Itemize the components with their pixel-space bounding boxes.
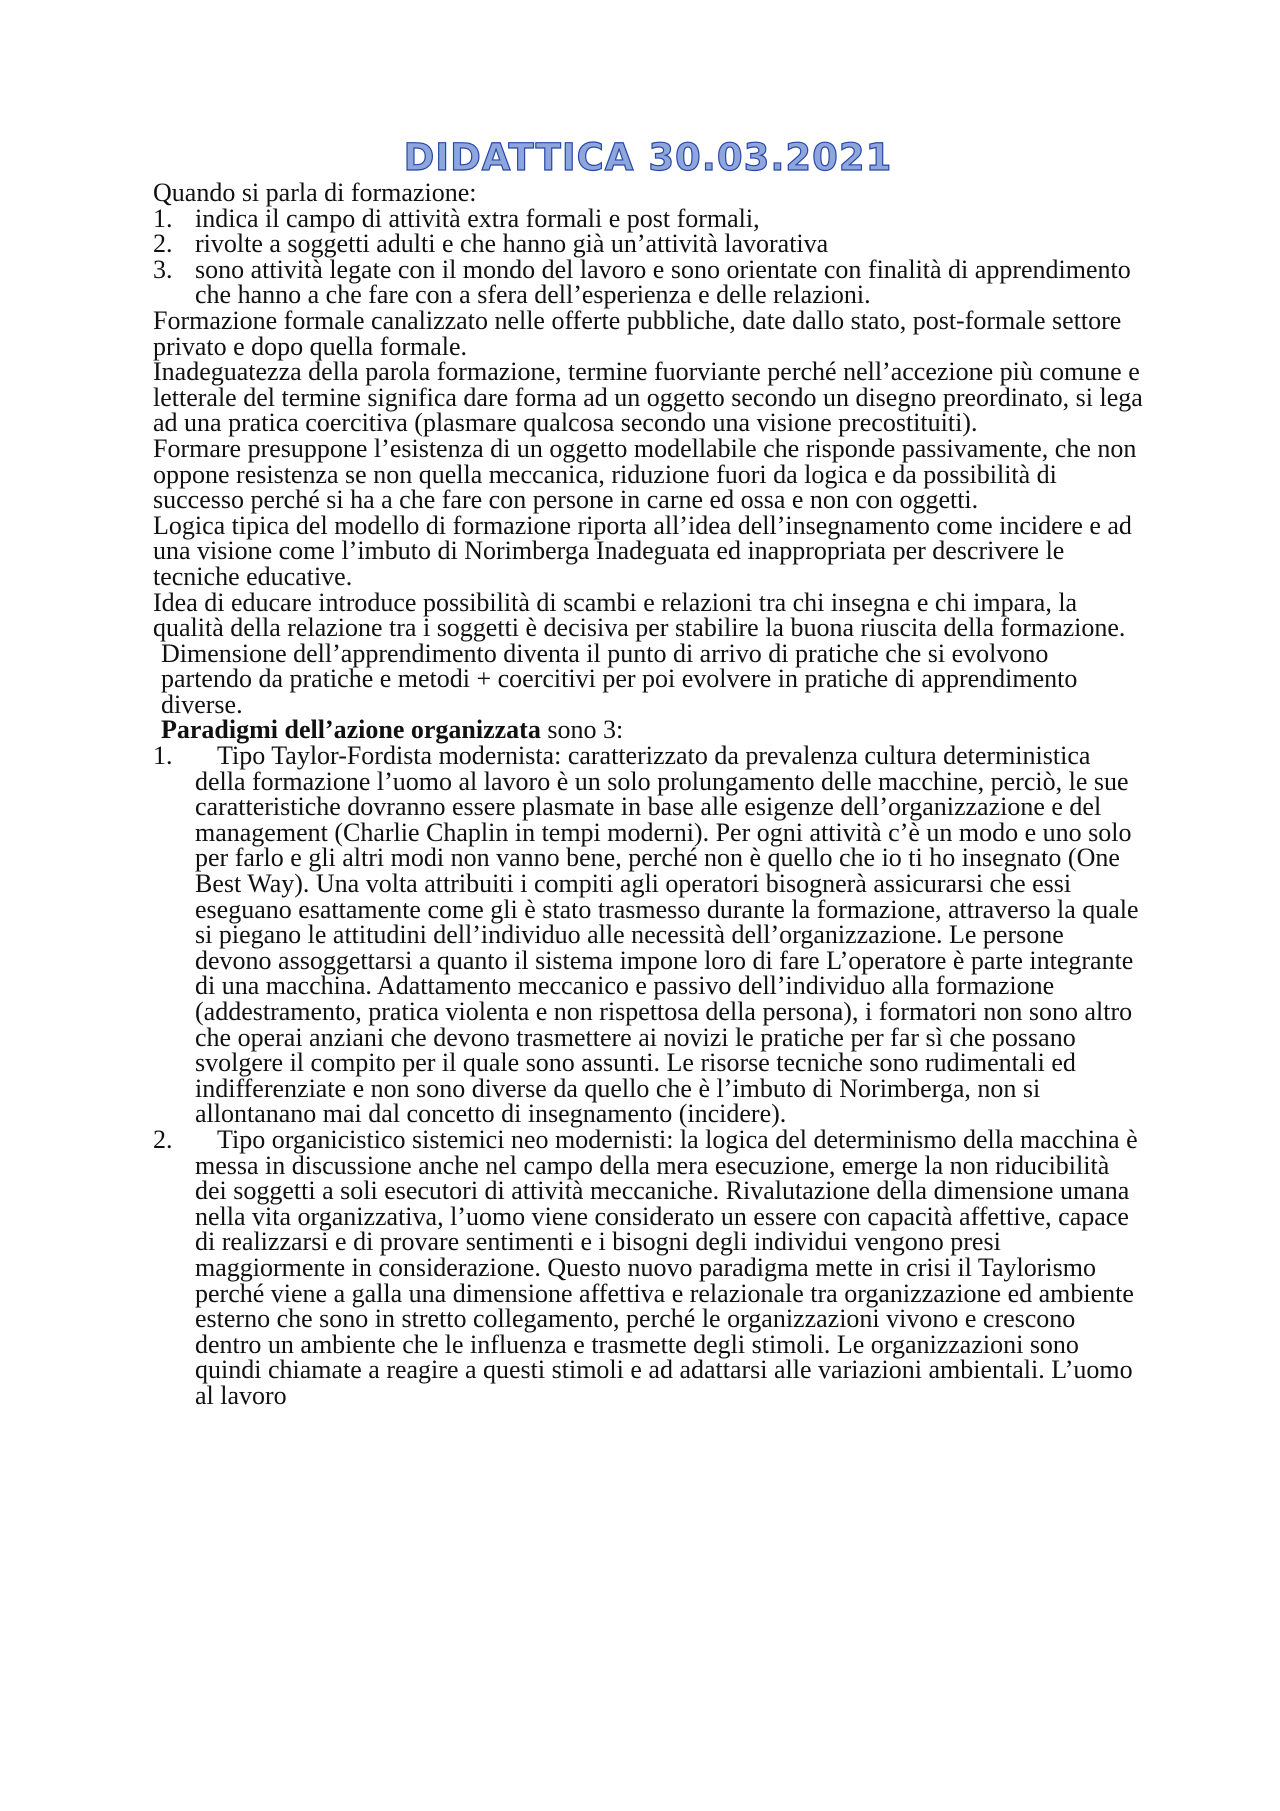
paragraph-logic: Logica tipica del modello di formazione riporta all’idea dell’insegnamento come incidere e ad una visione come l’imbuto di Norimberga Inadeguata ed inappropriata per descrivere le tecniche educative.: [153, 510, 1132, 591]
list-item: [153, 231, 1143, 257]
list-item: [153, 1124, 1143, 1410]
paragraph-forming: Formare presuppone l’esistenza di un oggetto modellabile che risponde passivamente, che non oppone resistenza se non quella meccanica, riduzione fuori da logica e da possibilità di successo perché si ha a che fare con persone in carne ed ossa e non con oggetti.: [153, 433, 1137, 515]
paragraph-educate: Idea di educare introduce possibilità di scambi e relazioni tra chi insegna e chi impara, la qualità della relazione tra i soggetti è decisiva per stabilire la buona riuscita della formazione.: [153, 587, 1126, 643]
list-item-number: 2.: [153, 1124, 173, 1154]
list-item-number: 3.: [153, 254, 173, 284]
list-item-number: 1.: [153, 741, 173, 771]
list-item-text: indica il campo di attività extra formali e post formali,: [195, 203, 760, 233]
paradigms-heading: [153, 717, 1143, 743]
list-item-text: Tipo organicistico sistemici neo modernisti: la logica del determinismo della macchina è messa in discussione anche nel campo della mera esecuzione, emerge la non riducibilità dei soggetti a soli esecutori di attività meccaniche. Rivalutazione della dimensione umana nella vita organizzativa, l’uomo viene considerato un essere con capacità affettive, capace di realizzarsi e di provare sentimenti e i bisogni degli individui vengono presi maggiormente in considerazione. Questo nuovo paradigma mette in crisi il Taylorismo perché viene a galla una dimensione affettiva e relazionale tra organizzazione ed ambiente esterno che sono in stretto collegamento, perché le organizzazioni vivono e crescono dentro un ambiente che le influenza e trasmette degli stimoli. Le organizzazioni sono quindi chiamate a reagire a questi stimoli e ad adattarsi alle variazioni ambientali. L’uomo al lavoro: [195, 1124, 1138, 1410]
paragraph-learning: Dimensione dell’apprendimento diventa il punto di arrivo di pratiche che si evolvono partendo da pratiche e metodi + coercitivi per poi evolvere in pratiche di apprendimento diverse.: [161, 638, 1078, 719]
paradigms-heading-bold: Paradigmi dell’azione organizzata: [161, 715, 541, 745]
paradigms-heading-rest: sono 3:: [540, 715, 624, 745]
list-item: [153, 203, 1143, 233]
document-title: DIDATTICA 30.03.2021: [403, 136, 893, 179]
list-item: [153, 254, 1143, 310]
paragraph-formal-formation: Formazione formale canalizzato nelle offerte pubbliche, date dallo stato, post-formale settore privato e dopo quella formale.: [153, 305, 1122, 361]
intro-line: Quando si parla di formazione:: [153, 178, 477, 207]
list-item-text: Tipo Taylor-Fordista modernista: caratterizzato da prevalenza cultura deterministica della formazione l’uomo al lavoro è un solo prolungamento delle macchine, perciò, le sue caratteristiche dovranno essere plasmate in base alle esigenze dell’organizzazione e del management (Charlie Chaplin in tempi moderni). Per ogni attività c’è un modo e uno solo per farlo e gli altri modi non vanno bene, perché non è quello che io ti ho insegnato (One Best Way). Una volta attribuiti i compiti agli operatori bisognerà assicurarsi che essi eseguano esattamente come gli è stato trasmesso durante la formazione, attraverso la quale si piegano le attitudini dell’individuo alle necessità dell’organizzazione. Le persone devono assoggettarsi a quanto il sistema impone loro di fare L’operatore è parte integrante di una macchina. Adattamento meccanico e passivo dell’individuo alla formazione (addestramento, pratica violenta e non rispettosa della persona), i formatori non sono altro che operai anziani che devono trasmettere ai novizi le pratiche per far sì che possano svolgere il compito per il quale sono assunti. Le risorse tecniche sono rudimentali ed indifferenziate e non sono diverse da quello che è l’imbuto di Norimberga, non si allontanano mai dal concetto di insegnamento (incidere).: [195, 741, 1139, 1129]
list-item-number: 2.: [153, 229, 173, 259]
formation-list: [153, 203, 1143, 310]
document-content: [153, 138, 1143, 1409]
list-item-number: 1.: [153, 203, 173, 233]
list-item: [153, 743, 1143, 1127]
list-item-text: sono attività legate con il mondo del lavoro e sono orientate con finalità di apprendimento che hanno a che fare con a sfera dell’esperienza e delle relazioni.: [195, 254, 1131, 310]
paragraph-inadequacy: Inadeguatezza della parola formazione, termine fuorviante perché nell’accezione più comune e letterale del termine significa dare forma ad un oggetto secondo un disegno preordinato, si lega ad una pratica coercitiva (plasmare qualcosa secondo una visione precostituiti).: [153, 357, 1143, 438]
paradigms-list: [153, 743, 1143, 1408]
list-item-text: rivolte a soggetti adulti e che hanno già un’attività lavorativa: [195, 229, 829, 259]
